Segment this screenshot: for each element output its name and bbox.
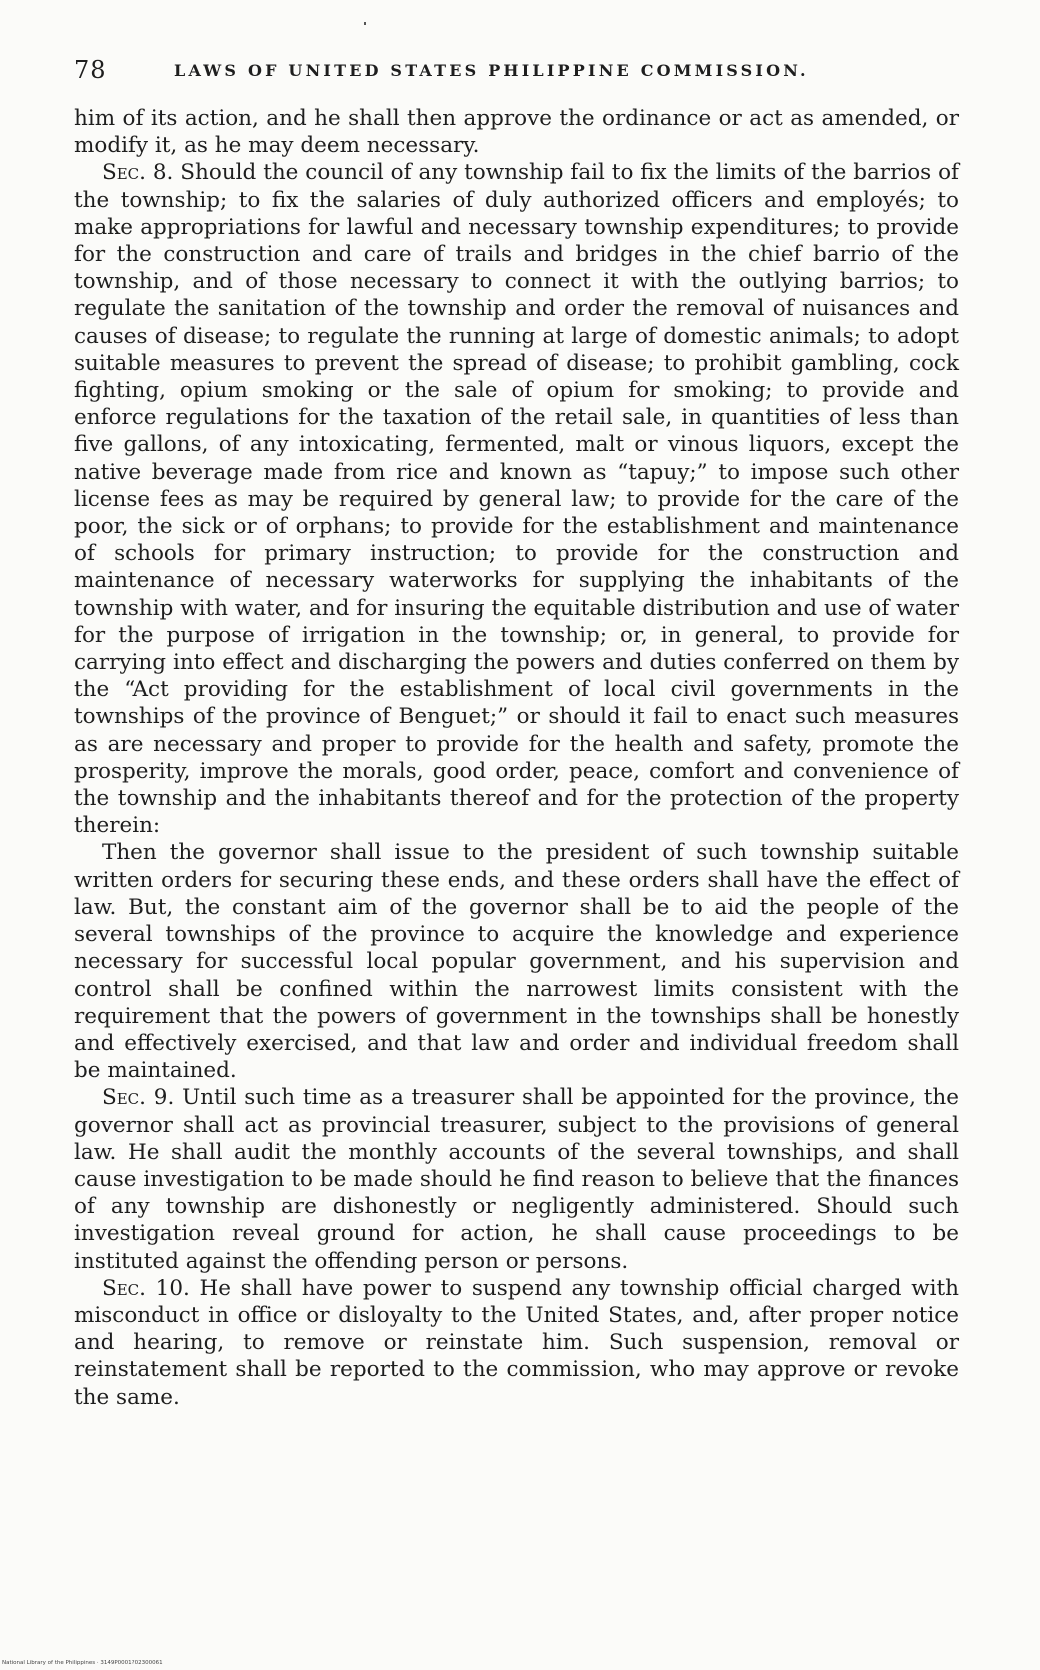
section-8 [74, 159, 959, 839]
section-text: Should the council of any township fail to fix the limits of the barrios of the township; to fix the salaries of duly authorized officers and employés; to make appropriations for lawful and necessary township expenditures; to provide for the construction and care of trails and bridges in the chief barrio of the township, and of those necessary to connect it with the outlying barrios; to regulate the sanitation of the township and order the removal of nuisances and causes of disease; to regulate the running at large of domestic animals; to adopt suitable measures to prevent the spread of disease; to prohibit gambling, cock fighting, opium smoking or the sale of opium for smoking; to provide and enforce regulations for the taxation of the retail sale, in quantities of less than five gallons, of any intoxicating, fermented, malt or vinous liquors, except the native beverage made from rice and known as “tapuy;” to impose such other license fees as may be required by general law; to provide for the care of the poor, the sick or of orphans; to provide for the establishment and maintenance of schools for primary instruction; to provide for the construction and maintenance of necessary waterworks for supplying the inhabitants of the township with water, and for insuring the equitable distribution and use of water for the purpose of irrigation in the township; or, in general, to provide for carrying into effect and discharging the powers and duties conferred on them by the “Act providing for the establishment of local civil governments in the townships of the province of Benguet;” or should it fail to enact such measures as are necessary and proper to provide for the health and safety, promote the prosperity, improve the morals, good order, peace, comfort and convenience of the township and the inhabitants thereof and for the protection of the property therein: [74, 160, 959, 839]
page-header [74, 56, 962, 86]
section-label: Sec. 9. [102, 1085, 175, 1111]
section-text: Until such time as a treasurer shall be appointed for the province, the governor shall act as provincial treasurer, subject to the provisions of general law. He shall audit the monthly accounts of the several townships, and shall cause investigation to be made should he find reason to believe that the finances of any township are dishonestly or negligently administered. Should such investigation reveal ground for action, he shall cause proceedings to be instituted against the offending person or persons. [74, 1085, 959, 1274]
running-title: LAWS OF UNITED STATES PHILIPPINE COMMISSION. [174, 61, 809, 80]
page-number: 78 [74, 56, 107, 84]
section-label: Sec. 10. [102, 1275, 190, 1301]
section-9 [74, 1084, 959, 1274]
section-text: He shall have power to suspend any township official charged with misconduct in office or disloyalty to the United States, and, after proper notice and hearing, to remove or reinstate him. Such suspension, removal or reinstatement shall be reported to the commission, who may approve or revoke the same. [74, 1275, 959, 1410]
section-10 [74, 1275, 959, 1411]
paragraph-continuation: him of its action, and he shall then approve the ordinance or act as amended, or modify it, as he may deem necessary. [74, 106, 959, 159]
paragraph-governor-orders: Then the governor shall issue to the president of such township suitable written orders for securing these ends, and these orders shall have the effect of law. But, the constant aim of the governor shall be to aid the people of the several townships of the province to acquire the knowledge and experience necessary for successful local popular government, and his supervision and control shall be confined within the narrowest limits consistent with the requirement that the powers of government in the townships shall be honestly and effectively exercised, and that law and order and individual freedom shall be maintained. [74, 840, 959, 1084]
body-text [74, 105, 959, 1411]
scan-mark [364, 22, 366, 25]
scan-credit: National Library of the Philippines · 3149P0001?02300061 [2, 1660, 163, 1666]
section-label: Sec. 8. [102, 160, 174, 186]
